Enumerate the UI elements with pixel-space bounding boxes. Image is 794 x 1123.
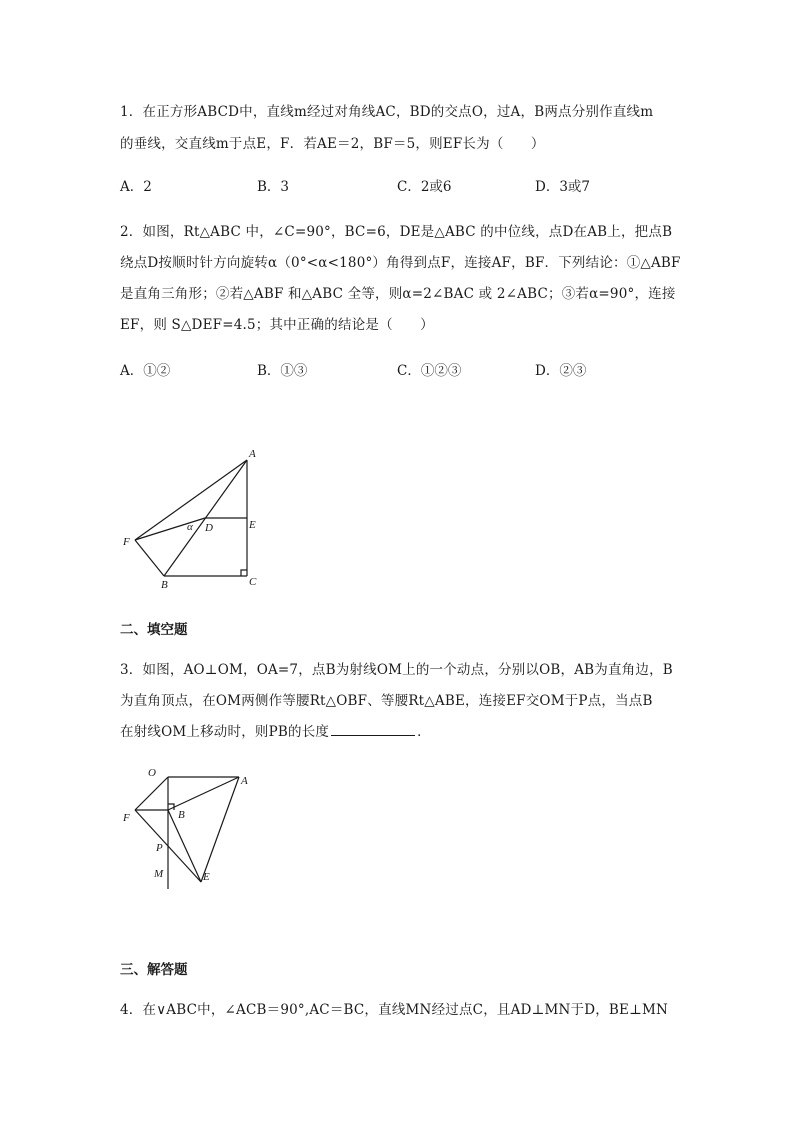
q2-label-f: F [123,536,130,548]
q2-figure [110,440,280,600]
q2-seg-fb [135,540,164,576]
q2-label-e: E [249,519,256,531]
q2-right-angle-mark [241,570,247,576]
section-2-title: 二、填空题 [120,622,188,638]
q3-line-1: 3．如图，AO⊥OM，OA=7，点B为射线OM上的一个动点，分别以OB，AB为直角边，B [120,662,673,678]
q2-label-alpha: α [187,521,193,533]
q3-label-m: M [154,868,164,880]
q3-line-3 [120,722,431,742]
q3-line-3-text: 在射线OM上移动时，则PB的长度 [120,724,330,740]
q3-figure [115,762,255,892]
q1-line-2: 的垂线，交直线m于点E，F．若AE＝2，BF＝5，则EF长为（ ） [120,136,545,152]
q2-label-b: B [161,579,168,591]
q2-option-a: A．①② [120,363,171,379]
q2-line-2: 绕点D按顺时针方向旋转α（0°<α<180°）角得到点F，连接AF，BF．下列结论：①△ABF [120,255,681,271]
q2-label-d: D [205,522,213,534]
q2-line-1: 2．如图，Rt△ABC 中，∠C=90°，BC=6，DE是△ABC 的中位线，点D在AB上，把点B [120,224,673,240]
q1-option-c: C．2或6 [397,179,452,195]
q3-seg-fo [135,777,168,810]
q1-line-1: 1．在正方形ABCD中，直线m经过对角线AC，BD的交点O，过A，B两点分别作直线m [120,104,654,120]
q2-label-a: A [249,448,256,460]
q3-answer-blank[interactable] [331,722,415,736]
q2-line-4: EF，则 S△DEF=4.5；其中正确的结论是（ ） [120,317,434,333]
q1-option-a: A．2 [120,179,152,195]
q3-label-p: P [156,842,163,854]
q3-label-a: A [241,775,248,787]
q2-line-3: 是直角三角形；②若△ABF 和△ABC 全等，则α=2∠BAC 或 2∠ABC；③若α=90°，连接 [120,286,676,302]
q2-option-c: C．①②③ [397,363,462,379]
q2-seg-fd [135,518,205,540]
q2-option-b: B．①③ [257,363,308,379]
q3-label-o: O [148,767,156,779]
q3-label-e: E [203,871,210,883]
q3-line-2: 为直角顶点，在OM两侧作等腰Rt△OBF、等腰Rt△ABE，连接EF交OM于P点，当点B [120,693,653,709]
q2-label-c: C [249,576,257,588]
q3-seg-ae [201,777,239,882]
q3-label-f: F [123,812,130,824]
q3-label-b: B [178,809,185,821]
q3-line-3-end: ． [417,724,431,740]
section-3-title: 三、解答题 [120,962,188,978]
q4-line-1: 4．在∨ABC中，∠ACB＝90°,AC＝BC，直线MN经过点C，且AD⊥MN于D，BE⊥MN [120,1002,669,1018]
q2-option-d: D．②③ [535,363,587,379]
q1-option-d: D．3或7 [535,179,591,195]
q1-option-b: B．3 [257,179,290,195]
